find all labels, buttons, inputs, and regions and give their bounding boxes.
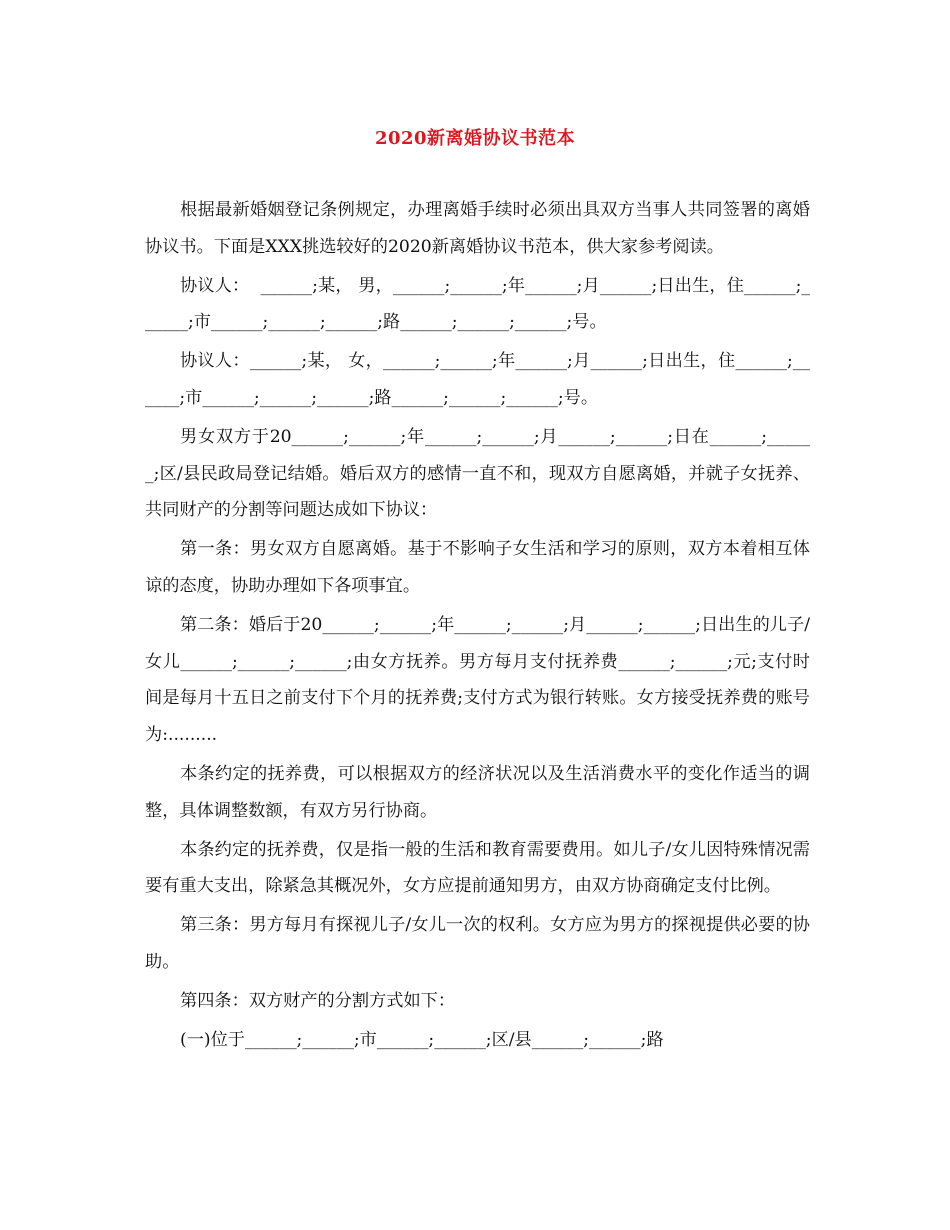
- paragraph-article-4: 第四条：双方财产的分割方式如下：: [180, 990, 456, 1011]
- paragraph-support-scope: 本条约定的抚养费，仅是指一般的生活和教育需要费用。如儿子/女儿因特殊情况需要有重大支出，除紧急其概况外，女方应提前通知男方，由双方协商确定支付比例。: [145, 839, 810, 897]
- document-body: [145, 192, 810, 1060]
- paragraph-article-3: 第三条：男方每月有探视儿子/女儿一次的权利。女方应为男方的探视提供必要的协助。: [145, 915, 810, 972]
- paragraph-support-adjustment: 本条约定的抚养费，可以根据双方的经济状况以及生活消费水平的变化作适当的调整，具体调整数额，有双方另行协商。: [145, 763, 810, 821]
- paragraph-article-2: 第二条：婚后于20______;______;年______;______;月______;______;日出生的儿子/女儿______;______;______;由女方抚养。男方每月支付抚养费______;______;元;支付时间是每月十五日之前支付下个月的抚养费;支付方式为银行转账。女方接受抚养费的账号为:.........: [145, 614, 810, 746]
- paragraph-property-item-1: (一)位于______;______;市______;______;区/县______;______;路: [180, 1029, 664, 1050]
- paragraph-party-male: 协议人： ______;某， 男，______;______;年______;月______;日出生，住______;______;市______;______;______;路______;______;______;号。: [145, 275, 810, 333]
- paragraph-marriage-registration: 男女双方于20______;______;年______;______;月______;______;日在______;______;区/县民政局登记结婚。婚后双方的感情一直不和，现双方自愿离婚，并就子女抚养、共同财产的分割等问题达成如下协议：: [145, 426, 810, 521]
- paragraph-article-1: 第一条：男女双方自愿离婚。基于不影响子女生活和学习的原则，双方本着相互体谅的态度，协助办理如下各项事宜。: [145, 539, 810, 596]
- document-title: 2020新离婚协议书范本: [374, 128, 576, 149]
- paragraph-intro: 根据最新婚姻登记条例规定，办理离婚手续时必须出具双方当事人共同签署的离婚协议书。下面是XXX挑选较好的2020新离婚协议书范本，供大家参考阅读。: [145, 200, 810, 257]
- paragraph-party-female: 协议人：______;某， 女，______;______;年______;月______;日出生，住______;______;市______;______;______;路______;______;______;号。: [145, 351, 810, 408]
